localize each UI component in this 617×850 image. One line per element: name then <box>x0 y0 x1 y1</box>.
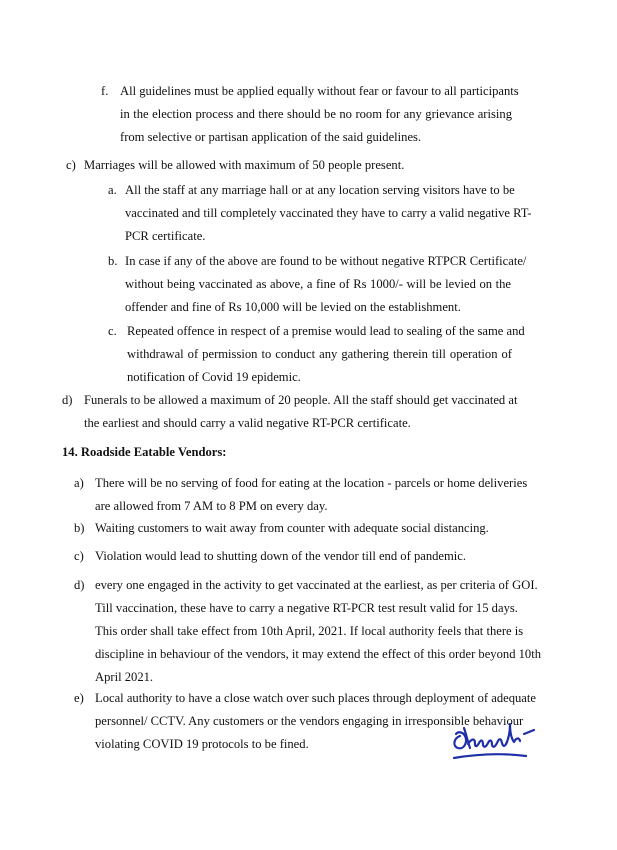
text-line: PCR certificate. <box>125 229 206 243</box>
list-marker: c. <box>108 324 117 338</box>
text-line: Waiting customers to wait away from counter with adequate social distancing. <box>95 521 489 535</box>
text-line: discipline in behaviour of the vendors, it may extend the effect of this order beyond 10th <box>95 647 542 661</box>
list-marker: e) <box>74 691 84 705</box>
text-line: Local authority to have a close watch over such places through deployment of adequate <box>95 691 536 705</box>
list-marker: a. <box>108 183 117 197</box>
text-line: vaccinated and till completely vaccinated they have to carry a valid negative RT- <box>125 206 532 220</box>
text-line: are allowed from 7 AM to 8 PM on every day. <box>95 499 328 513</box>
text-line: This order shall take effect from 10th April, 2021. If local authority feels that there is <box>95 624 524 638</box>
text-line: the earliest and should carry a valid negative RT-PCR certificate. <box>84 416 411 430</box>
list-item-text <box>95 472 528 518</box>
list-marker: d) <box>74 578 85 592</box>
list-item-text <box>120 80 519 149</box>
list-item-text <box>95 545 495 568</box>
list-item-text <box>95 574 542 689</box>
text-line: Violation would lead to shutting down of the vendor till end of pandemic. <box>95 549 467 563</box>
list-item-text <box>84 154 444 177</box>
text-line: Till vaccination, these have to carry a negative RT-PCR test result valid for 15 days. <box>95 601 518 615</box>
text-line: offender and fine of Rs 10,000 will be levied on the establishment. <box>125 300 461 314</box>
text-line: every one engaged in the activity to get vaccinated at the earliest, as per criteria of GOI. <box>95 578 538 592</box>
list-marker: b. <box>108 254 118 268</box>
section-heading: 14. Roadside Eatable Vendors: <box>62 445 227 459</box>
text-line: In case if any of the above are found to be without negative RTPCR Certificate/ <box>125 254 527 268</box>
text-line: All guidelines must be applied equally without fear or favour to all participants <box>120 84 519 98</box>
list-marker: d) <box>62 393 73 407</box>
list-marker: f. <box>101 84 109 98</box>
text-line: notification of Covid 19 epidemic. <box>127 370 301 384</box>
list-item-text <box>125 179 532 248</box>
list-item-text <box>84 389 518 435</box>
list-item-text <box>127 320 525 389</box>
text-line: violating COVID 19 protocols to be fined. <box>95 737 309 751</box>
text-line: personnel/ CCTV. Any customers or the vendors engaging in irresponsible behaviour <box>95 714 524 728</box>
handwritten-signature-icon <box>448 716 548 764</box>
text-line: There will be no serving of food for eating at the location - parcels or home deliveries <box>95 476 528 490</box>
text-line: Marriages will be allowed with maximum of 50 people present. <box>84 158 405 172</box>
text-line: withdrawal of permission to conduct any gathering therein till operation of <box>127 347 512 361</box>
text-line: April 2021. <box>95 670 154 684</box>
text-line: All the staff at any marriage hall or at any location serving visitors have to be <box>125 183 515 197</box>
text-line: in the election process and there should be no room for any grievance arising <box>120 107 512 121</box>
list-item-text <box>125 250 527 319</box>
text-line: Funerals to be allowed a maximum of 20 people. All the staff should get vaccinated at <box>84 393 518 407</box>
list-marker: b) <box>74 521 85 535</box>
text-line: from selective or partisan application of the said guidelines. <box>120 130 422 144</box>
list-marker: c) <box>74 549 84 563</box>
list-marker: a) <box>74 476 84 490</box>
text-line: without being vaccinated as above, a fine of Rs 1000/- will be levied on the <box>125 277 511 291</box>
list-marker: c) <box>66 158 76 172</box>
text-line: Repeated offence in respect of a premise would lead to sealing of the same and <box>127 324 525 338</box>
list-item-text <box>95 517 495 540</box>
